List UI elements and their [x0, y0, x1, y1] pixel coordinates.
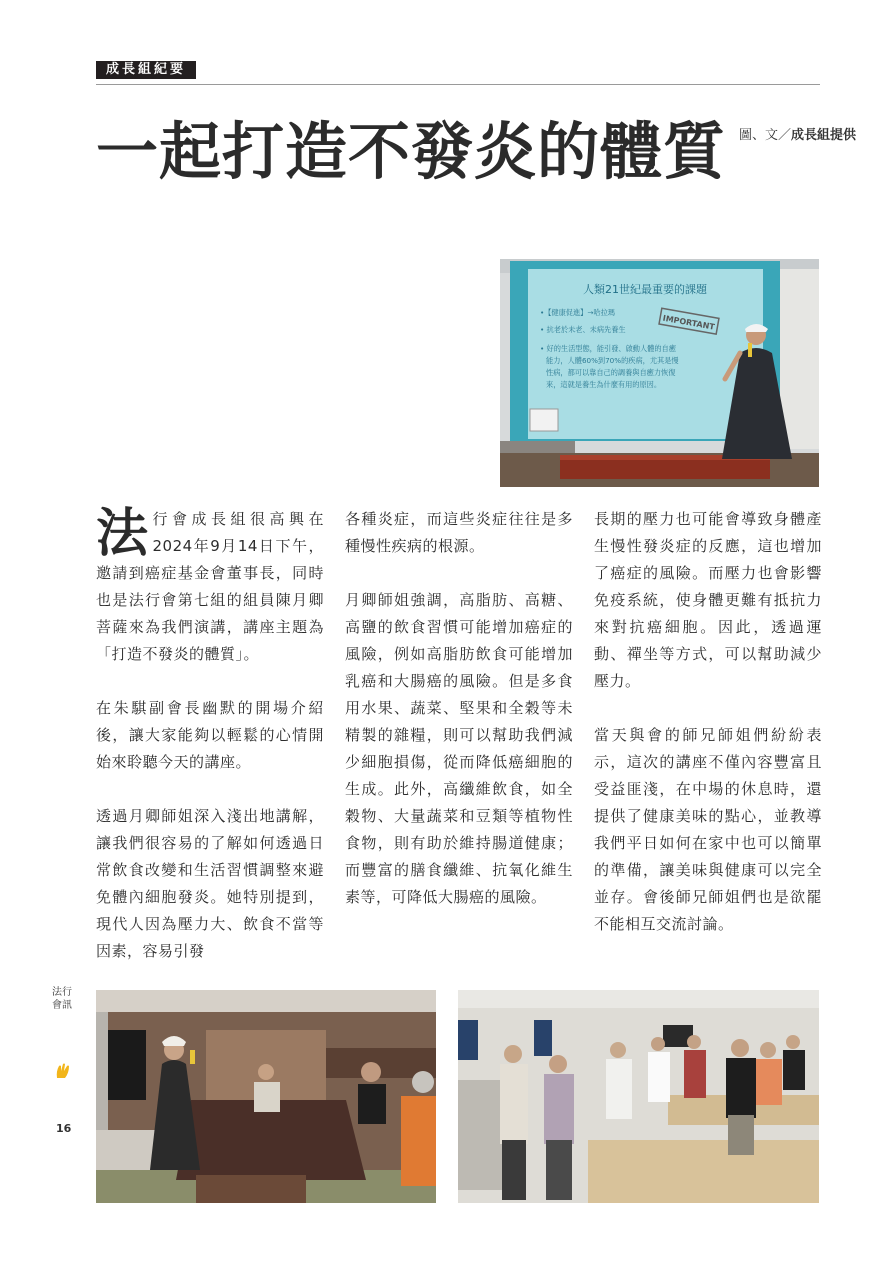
page-number: 16 [56, 1122, 72, 1135]
paragraph: 在朱騏副會長幽默的開場介紹後，讓大家能夠以輕鬆的心情開始來聆聽今天的講座。 [96, 699, 324, 771]
credit-name: 成長組提供 [791, 128, 857, 143]
slide-bullet: 來，這就是養生為什麼有用的原因。 [546, 380, 662, 389]
photo-speaker-audience [96, 990, 436, 1203]
credit-prefix: 圖、文／ [739, 128, 792, 143]
slide-bullet: 能力，人體60%到70%的疾病，尤其是慢 [546, 356, 679, 365]
slide-bullet: • 好的生活型態，能引發、啟動人體的自癒 [540, 344, 676, 353]
top-rule [96, 84, 820, 85]
article-column-2 [345, 506, 573, 911]
paragraph: 月卿師姐強調，高脂肪、高糖、高鹽的飲食習慣可能增加癌症的風險，例如高脂肪飲食可能增加乳癌和大腸癌的風險。但是多食用水果、蔬菜、堅果和全穀等未精製的雜糧，則可以幫助我們減少細胞損傷，從而降低癌細胞的生成。此外，高纖維飲食，如全穀物、大量蔬菜和豆類等植物性食物，則有助於維持腸道健康；而豐富的膳食纖維、抗氧化維生素等，可降低大腸癌的風險。 [345, 591, 573, 906]
paragraph: 當天與會的師兄師姐們紛紛表示，這次的講座不僅內容豐富且受益匪淺，在中場的休息時，還提供了健康美味的點心，並教導我們平日如何在家中也可以簡單的準備，讓美味與健康可以完全並存。會後師兄師姐們也是欲罷不能相互交流討論。 [594, 726, 822, 933]
paragraph: 長期的壓力也可能會導致身體產生慢性發炎症的反應，這也增加了癌症的風險。而壓力也會影響免疫系統，使身體更難有抵抗力來對抗癌細胞。因此，透過運動、禪坐等方式，可以幫助減少壓力。 [594, 510, 822, 690]
slide-bullet: • 抗老於未老、未病先養生 [540, 325, 626, 334]
hands-logo-icon [54, 1062, 72, 1080]
paragraph: 各種炎症，而這些炎症往往是多種慢性疾病的根源。 [345, 510, 573, 555]
section-tag: 成長組紀要 [96, 61, 196, 79]
drop-cap: 法 [96, 503, 149, 564]
vertical-brand: 法行會訊 [52, 987, 72, 1011]
paragraph: 透過月卿師姐深入淺出地講解，讓我們很容易的了解如何透過日常飲食改變和生活習慣調整來避免體內細胞發炎。她特別提到，現代人因為壓力大、飲食不當等因素，容易引發 [96, 807, 324, 960]
slide-bullet: •【健康促進】→哈拉瑪 [540, 308, 615, 317]
paragraph: 行會成長組很高興在2024年9月14日下午，邀請到癌症基金會董事長，同時也是法行會第七組的組員陳月卿菩薩來為我們演講，講座主題為「打造不發炎的體質」。 [96, 510, 324, 663]
photo-group-discussion [458, 990, 819, 1203]
article-column-1 [96, 503, 324, 965]
slide-title: 人類21世紀最重要的課題 [583, 283, 707, 296]
photo-speaker-slide [500, 259, 819, 487]
article-title: 一起打造不發炎的體質 [96, 115, 727, 188]
slide-stamp: IMPORTANT [662, 313, 716, 332]
photo-text-credit [739, 124, 856, 143]
article-column-3 [594, 506, 822, 938]
slide-bullet: 性病，都可以靠自己的調養與自癒力恢復 [546, 368, 676, 377]
